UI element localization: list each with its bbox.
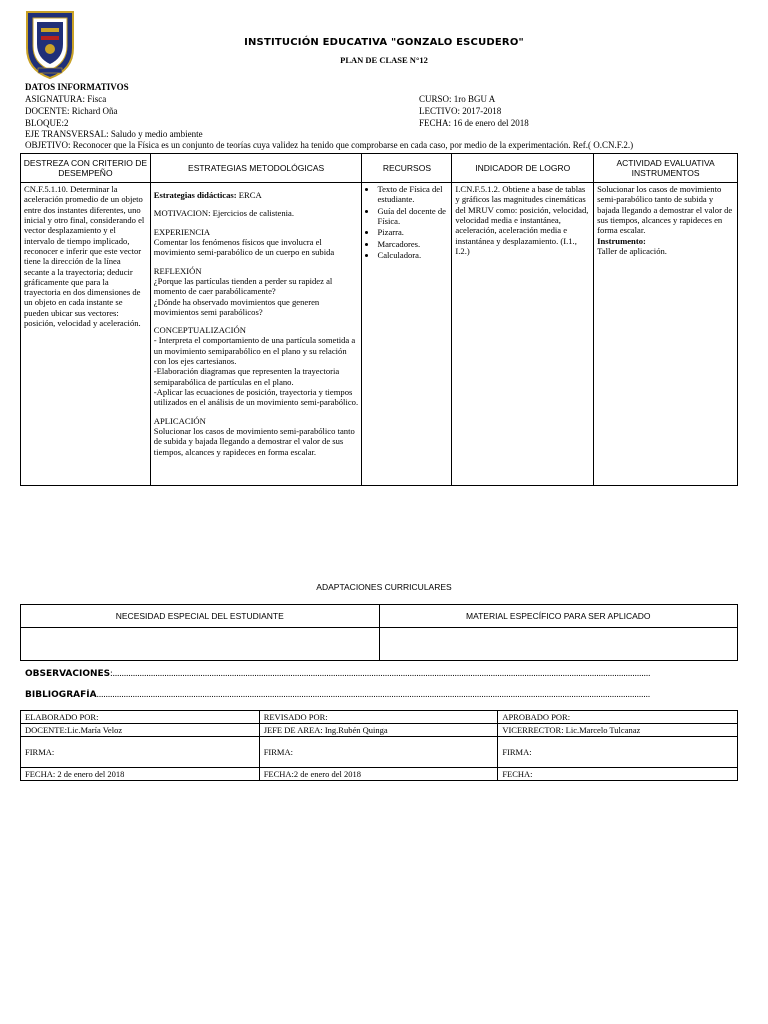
instrumento-value: Taller de aplicación. xyxy=(597,245,667,256)
conceptualizacion-item-1: - Interpreta el comportamiento de una partícula sometida a un movimiento semiparabólico en el plano y su relación con los ejes cartesianos. xyxy=(153,335,356,367)
info-eje: EJE TRANSVERSAL: Saludo y medio ambiente xyxy=(25,129,203,139)
revisado-fecha: FECHA:2 de enero del 2018 xyxy=(259,768,498,781)
aplicacion-text: Solucionar los casos de movimiento semi-parabólico tanto de subida y bajada llegando a demostrar el valor de sus tiempos, alcances y rapideces en forma escalar. xyxy=(153,425,355,457)
elaborado-firma: FIRMA: xyxy=(21,737,260,768)
bibliografia-dots: ...................................................................................................................................................................................................................................................... xyxy=(96,689,651,699)
actividad-text: Solucionar los casos de movimiento semi-parabólico tanto de subida y bajada llegando a demostrar el valor de sus tiempos, alcances y rapideces en forma escalar. xyxy=(597,184,733,236)
header-destreza: DESTREZA CON CRITERIO DE DESEMPEÑO xyxy=(21,154,151,183)
instrumento-label: Instrumento: xyxy=(597,235,646,246)
aprobado-title: APROBADO POR: xyxy=(498,711,738,724)
bibliografia-label: BIBLIOGRAFÍA xyxy=(25,690,97,700)
header-actividad: ACTIVIDAD EVALUATIVA INSTRUMENTOS xyxy=(594,154,738,183)
aplicacion-title: APLICACIÓN xyxy=(153,415,206,426)
adaptaciones-col-necesidad: NECESIDAD ESPECIAL DEL ESTUDIANTE xyxy=(21,605,380,628)
observaciones-label: OBSERVACIONES xyxy=(25,669,111,679)
plan-title: PLAN DE CLASE N°12 xyxy=(340,55,428,65)
recursos-list xyxy=(365,184,448,260)
header-recursos: RECURSOS xyxy=(362,154,452,183)
revisado-firma: FIRMA: xyxy=(259,737,498,768)
actividad-cell xyxy=(594,183,738,486)
revisado-title: REVISADO POR: xyxy=(259,711,498,724)
info-objetivo: OBJETIVO: Reconocer que la Física es un conjunto de teorías cuya validez ha tenido que comprobarse en cada caso, por medio de la experimentación. Ref.( O.CN.F.2.) xyxy=(25,140,634,150)
necesidad-cell xyxy=(21,628,380,661)
recurso-item: • Texto de Física del estudiante. xyxy=(377,184,448,205)
info-docente: DOCENTE: Richard Oña xyxy=(25,106,118,116)
experiencia-text: Comentar los fenómenos físicos que involucra el movimiento semi-parabólico de un cuerpo en subida xyxy=(153,236,335,258)
info-bloque: BLOQUE:2 xyxy=(25,118,69,128)
recurso-item: • Marcadores. xyxy=(377,239,448,249)
conceptualizacion-item-2: -Elaboración diagramas que representen la trayectoria semiparabólica de partículas en el plano. xyxy=(153,366,340,387)
revisado-name: JEFE DE AREA: Ing.Rubén Quinga xyxy=(259,724,498,737)
aprobado-firma: FIRMA: xyxy=(498,737,738,768)
indicador-cell xyxy=(452,183,594,486)
observaciones-dots: :............................................................................................................................................................................................................................................... xyxy=(110,668,651,678)
destreza-cell xyxy=(21,183,151,486)
estrategias-label: Estrategias didácticas: xyxy=(153,190,237,200)
signatures-table xyxy=(20,710,738,781)
adaptaciones-title: ADAPTACIONES CURRICULARES xyxy=(316,582,452,592)
aprobado-name: VICERRECTOR: Lic.Marcelo Tulcanaz xyxy=(498,724,738,737)
adaptaciones-col-material: MATERIAL ESPECÍFICO PARA SER APLICADO xyxy=(379,605,738,628)
recurso-item: • Pizarra. xyxy=(377,227,448,237)
motivacion-text: MOTIVACION: Ejercicios de calistenia. xyxy=(153,208,294,219)
recurso-item: • Calculadora. xyxy=(377,250,448,260)
reflexion-title: REFLEXIÓN xyxy=(153,265,202,276)
estrategias-cell xyxy=(150,183,362,486)
estrategias-value: ERCA xyxy=(236,190,262,200)
school-title: INSTITUCIÓN EDUCATIVA "GONZALO ESCUDERO" xyxy=(244,37,524,48)
destreza-text: CN.F.5.1.10. Determinar la aceleración promedio de un objeto entre dos instantes diferentes, uno inicial y otro final, considerando el vector desplazamiento y el intervalo de tiempo implicado, reconocer e inferir que este vector tiene la dirección de la línea secante a la trayectoria; deducir gráficamente que para la trayectoria en dos dimensiones de un objeto en cada instante se pueden ubicar sus vectores: posición, velocidad y aceleración. xyxy=(24,184,145,329)
elaborado-title: ELABORADO POR: xyxy=(21,711,260,724)
info-curso: CURSO: 1ro BGU A xyxy=(419,94,496,104)
reflexion-question-1: ¿Porque las partículas tienden a perder su rapidez al momento de caer parabólicamente? xyxy=(153,275,333,297)
header-estrategias: ESTRATEGIAS METODOLÓGICAS xyxy=(150,154,362,183)
reflexion-question-2: ¿Dónde ha observado movimientos que generen movimientos semi parabólicos? xyxy=(153,296,320,317)
elaborado-fecha: FECHA: 2 de enero del 2018 xyxy=(21,768,260,781)
info-asignatura: ASIGNATURA: Fisca xyxy=(25,94,107,104)
recursos-cell xyxy=(362,183,452,486)
info-lectivo: LECTIVO: 2017-2018 xyxy=(419,106,502,116)
aprobado-fecha: FECHA: xyxy=(498,768,738,781)
elaborado-name: DOCENTE:Lic.María Veloz xyxy=(21,724,260,737)
adaptaciones-table xyxy=(20,604,738,661)
observaciones-line xyxy=(25,668,738,680)
material-cell xyxy=(379,628,738,661)
info-heading: DATOS INFORMATIVOS xyxy=(25,82,129,92)
info-fecha: FECHA: 16 de enero del 2018 xyxy=(419,118,529,128)
conceptualizacion-title: CONCEPTUALIZACIÓN xyxy=(153,325,246,336)
header-indicador: INDICADOR DE LOGRO xyxy=(452,154,594,183)
conceptualizacion-item-3: -Aplicar las ecuaciones de posición, trayectoria y tiempos utilizados en el análisis de un movimiento semi-parabólico. xyxy=(153,387,359,408)
plan-table xyxy=(20,153,738,486)
indicador-text: I.CN.F.5.1.2. Obtiene a base de tablas y gráficos las magnitudes cinemáticas del MRUV como: posición, velocidad, velocidad media e instantánea, aceleración, aceleración media e instantánea y desplazamiento. (I.1., I.2.) xyxy=(455,184,589,256)
bibliografia-line xyxy=(25,689,738,701)
experiencia-title: EXPERIENCIA xyxy=(153,226,211,237)
recurso-item: • Guía del docente de Física. xyxy=(377,206,448,227)
